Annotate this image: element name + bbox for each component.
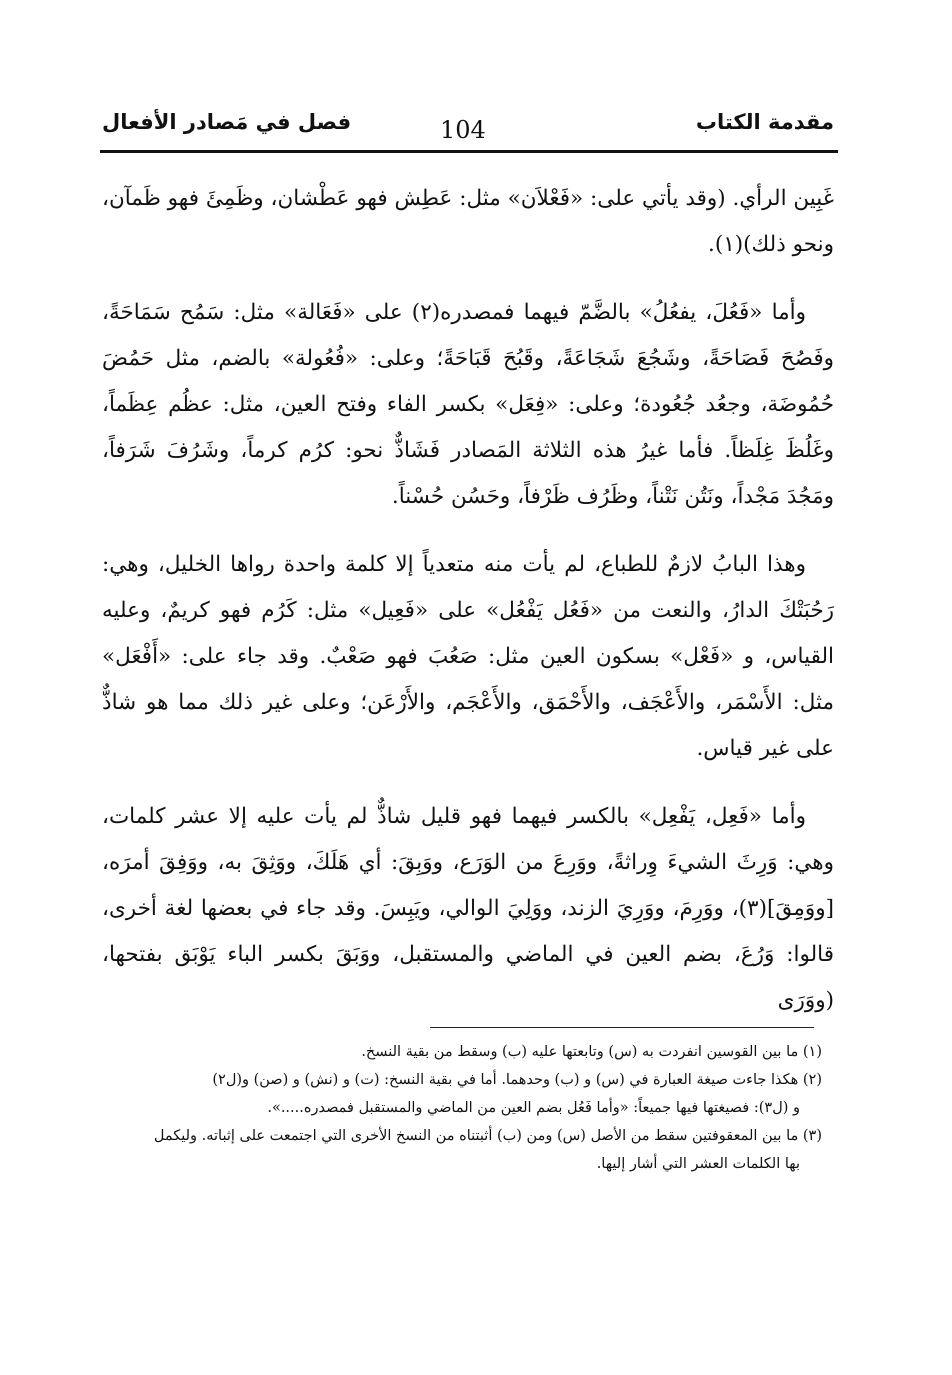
- header-rule: [100, 150, 838, 153]
- footnote-2-continuation: و (ل٣): فصيغتها فيها جميعاً: «وأما فَعُل بضم العين من الماضي والمستقبل فمصدره.....».: [267, 1100, 800, 1116]
- paragraph: وأما «فَعِل، يَفْعِل» بالكسر فيهما فهو قليل شاذٌّ لم يأت عليه إلا عشر كلمات، وهي: وَرِثَ الشيءَ وِراثةً، ووَرِعَ من الوَرَع، ووَبِقَ: أي هَلَكَ، ووَثِقَ به، ووَفِقَ أمرَه، [ووَمِقَ](٣)، ووَرِمَ، ووَرِيَ الزند، ووَلِيَ الوالي، ويَبِسَ. وقد جاء في بعضها لغة أخرى، قالوا: وَرُعَ، بضم العين في الماضي والمستقبل، ووَبَقَ بكسر الباء يَوْبَق بفتحها، (ووَرَى: [102, 804, 834, 1013]
- running-header: [100, 104, 838, 144]
- footnote-1: (١) ما بين القوسين انفردت به (س) وتابعتها عليه (ب) وسقط من بقية النسخ.: [361, 1044, 822, 1060]
- paragraph: وهذا البابُ لازمٌ للطباع، لم يأت منه متعدياً إلا كلمة واحدة رواها الخليل، وهي: رَحُبَتْكَ الدارُ، والنعت من «فَعُل يَفْعُل» على «فَعِيل» مثل: كَرُم فهو كريمٌ، وعليه القياس، و «فَعْل» بسكون العين مثل: صَعُبَ فهو صَعْبٌ. وقد جاء على: «أَفْعَل» مثل: الأَسْمَر، والأَعْجَف، والأَحْمَق، والأَعْجَم، والأَرْعَن؛ وعلى غير ذلك مما هو شاذٌّ على غير قياس.: [102, 552, 834, 761]
- chapter-title: فصل في مَصادر الأفعال: [102, 110, 352, 134]
- footnote-2: (٢) هكذا جاءت صيغة العبارة في (س) و (ب) وحدهما. أما في بقية النسخ: (ت) و (نش) و (صن) و(ل٢): [212, 1072, 822, 1088]
- book-title: مقدمة الكتاب: [695, 110, 834, 134]
- footnotes: [110, 1038, 822, 1178]
- paragraph: وأما «فَعُلَ، يفعُلُ» بالضَّمّ فيهما فمصدره(٢) على «فَعَالة» مثل: سَمُح سَمَاحَةً، وفَصُحَ فَصَاحَةً، وشَجُعَ شَجَاعَةً، وقَبُحَ قَبَاحَةً؛ وعلى: «فُعُولة» بالضم، مثل حَمُضَ حُمُوضَة، وجعُد جُعُودة؛ وعلى: «فِعَل» بكسر الفاء وفتح العين، مثل: عظُم عِظَماً، وغَلُظَ غِلَظاً. فأما غيرُ هذه الثلاثة المَصادر فَشَاذٌّ نحو: كرُم كرماً، وشَرُفَ شَرَفاً، ومَجُدَ مَجْداً، ونَتُن نَتْناً، وظَرُف ظَرْفاً، وحَسُن حُسْناً.: [102, 300, 834, 509]
- page-number: 104: [440, 116, 486, 144]
- footnote-divider: [430, 1027, 814, 1028]
- paragraph-continuation: غَبِين الرأي. (وقد يأتي على: «فَعْلاَن» مثل: عَطِش فهو عَطْشان، وظَمِئَ فهو ظَمآن، ونحو ذلك)(١).: [102, 186, 834, 257]
- footnote-3-continuation: بها الكلمات العشر التي أشار إليها.: [596, 1156, 800, 1172]
- main-text: [102, 176, 834, 1046]
- footnote-3: (٣) ما بين المعقوفتين سقط من الأصل (س) ومن (ب) أثبتناه من النسخ الأخرى التي اجتمعت على إثباته. وليكمل: [153, 1128, 822, 1144]
